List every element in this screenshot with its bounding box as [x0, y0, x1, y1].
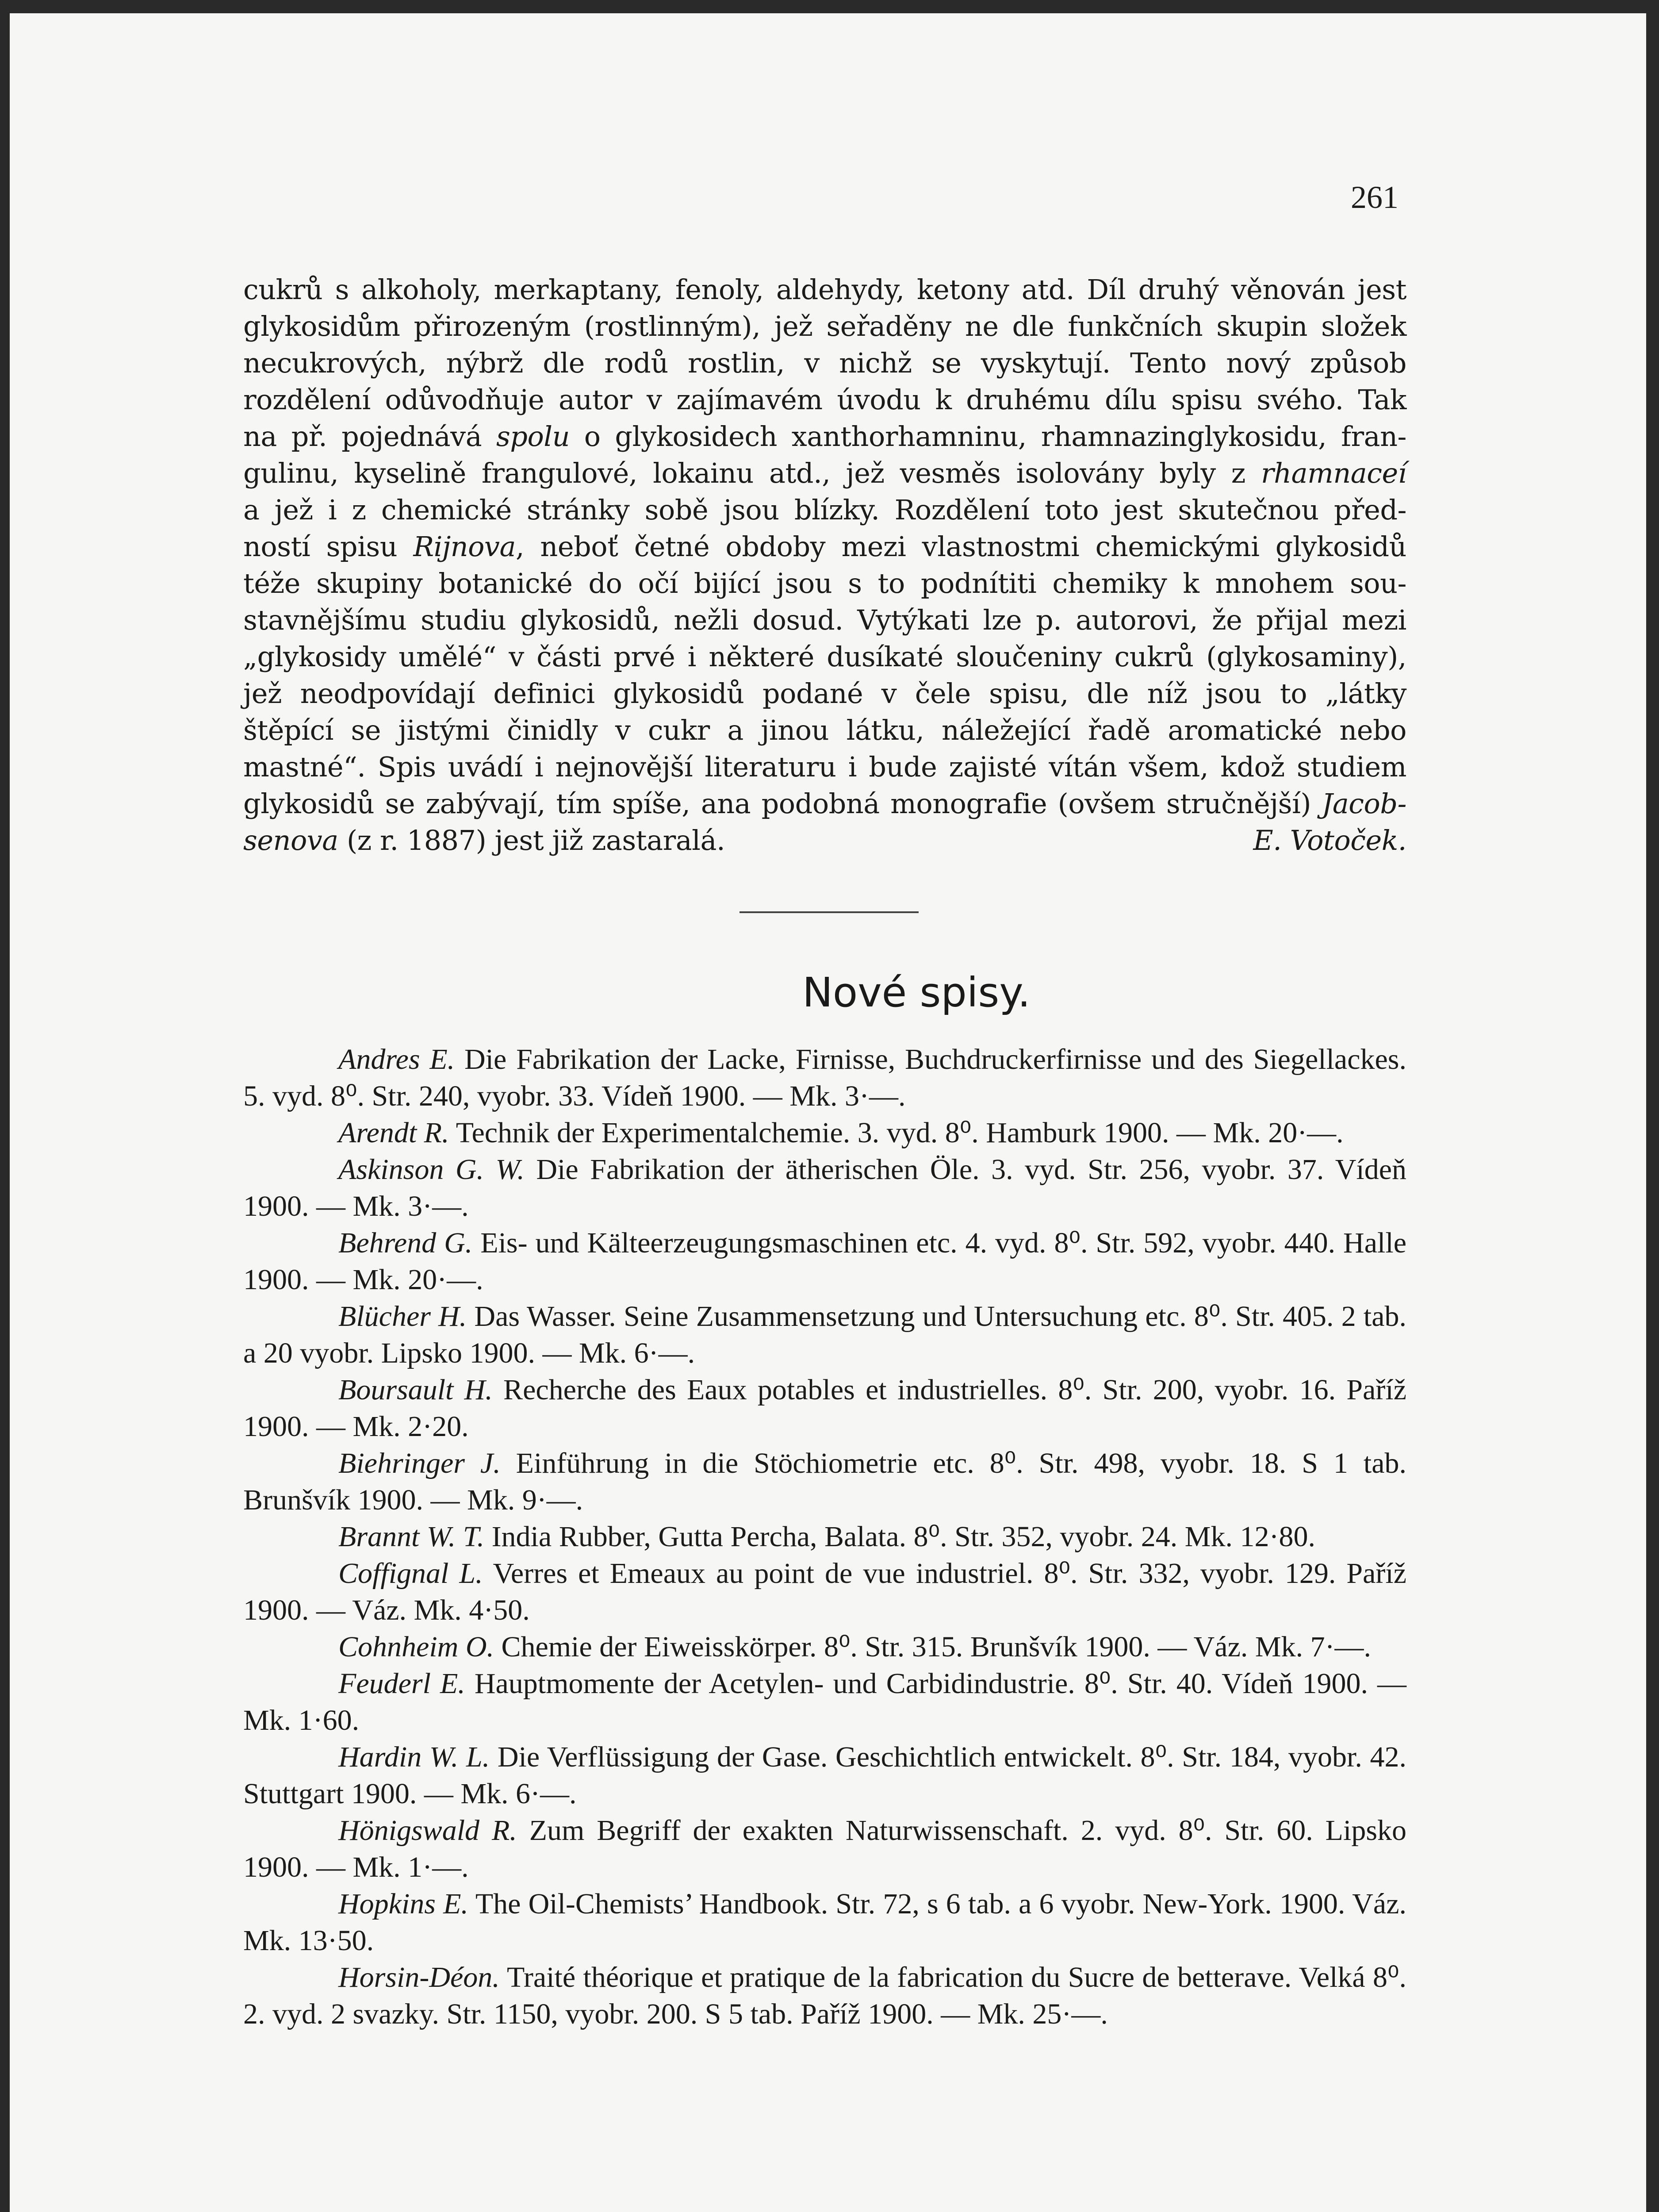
- review-line: jež neodpovídají definici glykosidů podané v čele spisu, dle níž jsou to „látky: [243, 677, 1406, 710]
- review-text: (z r. 1887) jest již zastaralá.: [338, 824, 725, 856]
- entry-text: Hauptmomente der Acetylen- und Carbidindustrie. 8⁰. Str. 40. Vídeň 1900. — Mk. 1·60.: [243, 1667, 1406, 1736]
- list-item: [243, 1959, 1406, 2032]
- entry-author: Andres E.: [338, 1043, 455, 1075]
- review-line: [243, 528, 1406, 565]
- entry-author: Feuderl E.: [338, 1667, 465, 1700]
- review-text: na př. pojednává: [243, 420, 496, 453]
- review-line: necukrových, nýbrž dle rodů rostlin, v nichž se vyskytují. Tento nový způsob: [243, 347, 1406, 379]
- entry-text: Verres et Emeaux au point de vue industriel. 8⁰. Str. 332, vyobr. 129. Paříž 1900. — Váz. Mk. 4·50.: [243, 1557, 1407, 1626]
- entry-text: Traité théorique et pratique de la fabrication du Sucre de betterave. Velká 8⁰. 2. vyd. 2 svazky. Str. 1150, vyobr. 200. S 5 tab. Paříž 1900. — Mk. 25·—.: [243, 1961, 1406, 2030]
- review-line: téže skupiny botanické do očí bijící jsou s to podnítiti chemiky k mnohem sou-: [243, 567, 1406, 599]
- review-line: a jež i z chemické stránky sobě jsou blízky. Rozdělení toto jest skutečnou před-: [243, 494, 1406, 526]
- entry-author: Biehringer J.: [338, 1447, 501, 1479]
- review-text: o glykosidech xanthorhamninu, rhamnazinglykosidu, fran-: [570, 420, 1406, 453]
- review-line: rozdělení odůvodňuje autor v zajímavém úvodu k druhému dílu spisu svého. Tak: [243, 384, 1406, 416]
- section-title: Nové spisy.: [802, 969, 1031, 1016]
- review-signature: E. Votoček.: [1253, 824, 1406, 856]
- entry-text: Einführung in die Stöchiometrie etc. 8⁰. Str. 498, vyobr. 18. S 1 tab. Brunšvík 1900. — Mk. 9·—.: [243, 1447, 1407, 1516]
- review-line: [243, 785, 1406, 822]
- entry-author: Coffignal L.: [338, 1557, 483, 1590]
- entry-text: Chemie der Eiweisskörper. 8⁰. Str. 315. Brunšvík 1900. — Váz. Mk. 7·—.: [494, 1631, 1372, 1663]
- entry-author: Boursault H.: [338, 1374, 493, 1406]
- review-emphasis: Rijnova: [413, 530, 516, 563]
- list-item: [243, 1628, 1406, 1665]
- list-item: [243, 1445, 1406, 1518]
- list-item: [243, 1886, 1406, 1959]
- entry-author: Arendt R.: [338, 1117, 449, 1149]
- entry-author: Hardin W. L.: [338, 1741, 490, 1773]
- list-item: [243, 1151, 1406, 1225]
- review-line: „glykosidy umělé“ v části prvé i některé dusíkaté sloučeniny cukrů (glykosaminy),: [243, 641, 1406, 673]
- review-emphasis: senova: [243, 824, 338, 856]
- entry-text: Die Fabrikation der ätherischen Öle. 3. vyd. Str. 256, vyobr. 37. Vídeň 1900. — Mk. 3·—.: [243, 1153, 1406, 1222]
- review-line: [243, 822, 1406, 859]
- section-divider: [739, 911, 919, 913]
- page-sheet: [10, 13, 1646, 2212]
- review-emphasis: Jacob-: [1322, 787, 1406, 820]
- entry-author: Hopkins E.: [338, 1888, 468, 1920]
- review-line: mastné“. Spis uvádí i nejnovější literaturu i bude zajisté vítán všem, kdož studiem: [243, 751, 1406, 783]
- page-number: 261: [1351, 180, 1398, 215]
- entry-text: Die Fabrikation der Lacke, Firnisse, Buchdruckerfirnisse und des Siegellackes. 5. vyd. 8⁰. Str. 240, vyobr. 33. Vídeň 1900. — Mk. 3·—.: [243, 1043, 1406, 1112]
- entry-text: The Oil-Chemists’ Handbook. Str. 72, s 6 tab. a 6 vyobr. New-York. 1900. Váz. Mk. 13·50.: [243, 1888, 1407, 1957]
- list-item: [243, 1225, 1406, 1298]
- entry-author: Cohnheim O.: [338, 1631, 494, 1663]
- entry-author: Behrend G.: [338, 1227, 473, 1259]
- review-line: štěpící se jistými činidly v cukr a jinou látku, náležející řadě aromatické nebo: [243, 714, 1406, 746]
- list-item: [243, 1041, 1406, 1114]
- entry-author: Askinson G. W.: [338, 1153, 525, 1186]
- entry-text: Das Wasser. Seine Zusammensetzung und Untersuchung etc. 8⁰. Str. 405. 2 tab. a 20 vyobr. Lipsko 1900. — Mk. 6·—.: [243, 1300, 1406, 1369]
- list-item: [243, 1518, 1406, 1555]
- entry-author: Horsin-Déon.: [338, 1961, 500, 1993]
- entry-text: India Rubber, Gutta Percha, Balata. 8⁰. Str. 352, vyobr. 24. Mk. 12·80.: [484, 1521, 1315, 1553]
- entry-text: Recherche des Eaux potables et industrielles. 8⁰. Str. 200, vyobr. 16. Paříž 1900. — Mk. 2·20.: [243, 1374, 1406, 1443]
- review-line: stavnějšímu studiu glykosidů, nežli dosud. Vytýkati lze p. autorovi, že přijal mezi: [243, 604, 1406, 636]
- review-closing: [243, 822, 725, 859]
- list-item: [243, 1739, 1406, 1812]
- review-paragraph: [243, 271, 1406, 859]
- review-line: glykosidům přirozeným (rostlinným), jež seřaděny ne dle funkčních skupin složek: [243, 310, 1406, 342]
- review-text: ností spisu: [243, 530, 414, 563]
- entry-author: Blücher H.: [338, 1300, 467, 1333]
- review-line: cukrů s alkoholy, merkaptany, fenoly, aldehydy, ketony atd. Díl druhý věnován jest: [243, 273, 1406, 306]
- review-text: glykosidů se zabývají, tím spíše, ana podobná monografie (ovšem stručnější): [243, 787, 1322, 820]
- list-item: [243, 1371, 1406, 1445]
- entry-author: Brannt W. T.: [338, 1521, 485, 1553]
- review-line: [243, 455, 1406, 492]
- review-emphasis: spolu: [496, 420, 570, 453]
- entry-author: Hönigswald R.: [338, 1814, 517, 1847]
- entry-text: Zum Begriff der exakten Naturwissenschaft. 2. vyd. 8⁰. Str. 60. Lipsko 1900. — Mk. 1·—.: [243, 1814, 1407, 1883]
- list-item: [243, 1298, 1406, 1371]
- review-text: gulinu, kyselině frangulové, lokainu atd., jež vesměs isolovány byly z: [243, 457, 1261, 489]
- review-emphasis: rhamnaceí: [1261, 457, 1406, 489]
- entry-text: Die Verflüssigung der Gase. Geschichtlich entwickelt. 8⁰. Str. 184, vyobr. 42. Stuttgart 1900. — Mk. 6·—.: [243, 1741, 1406, 1810]
- entry-text: Technik der Experimentalchemie. 3. vyd. 8⁰. Hamburk 1900. — Mk. 20·—.: [449, 1117, 1344, 1149]
- review-line: [243, 418, 1406, 455]
- list-item: [243, 1114, 1406, 1151]
- list-item: [243, 1812, 1406, 1886]
- list-item: [243, 1665, 1406, 1739]
- entry-text: Eis- und Kälteerzeugungsmaschinen etc. 4. vyd. 8⁰. Str. 592, vyobr. 440. Halle 1900. — Mk. 20·—.: [243, 1227, 1406, 1296]
- list-item: [243, 1555, 1406, 1628]
- review-text: , neboť četné obdoby mezi vlastnostmi chemickými glykosidů: [515, 530, 1406, 563]
- new-publications-list: [243, 1041, 1406, 2032]
